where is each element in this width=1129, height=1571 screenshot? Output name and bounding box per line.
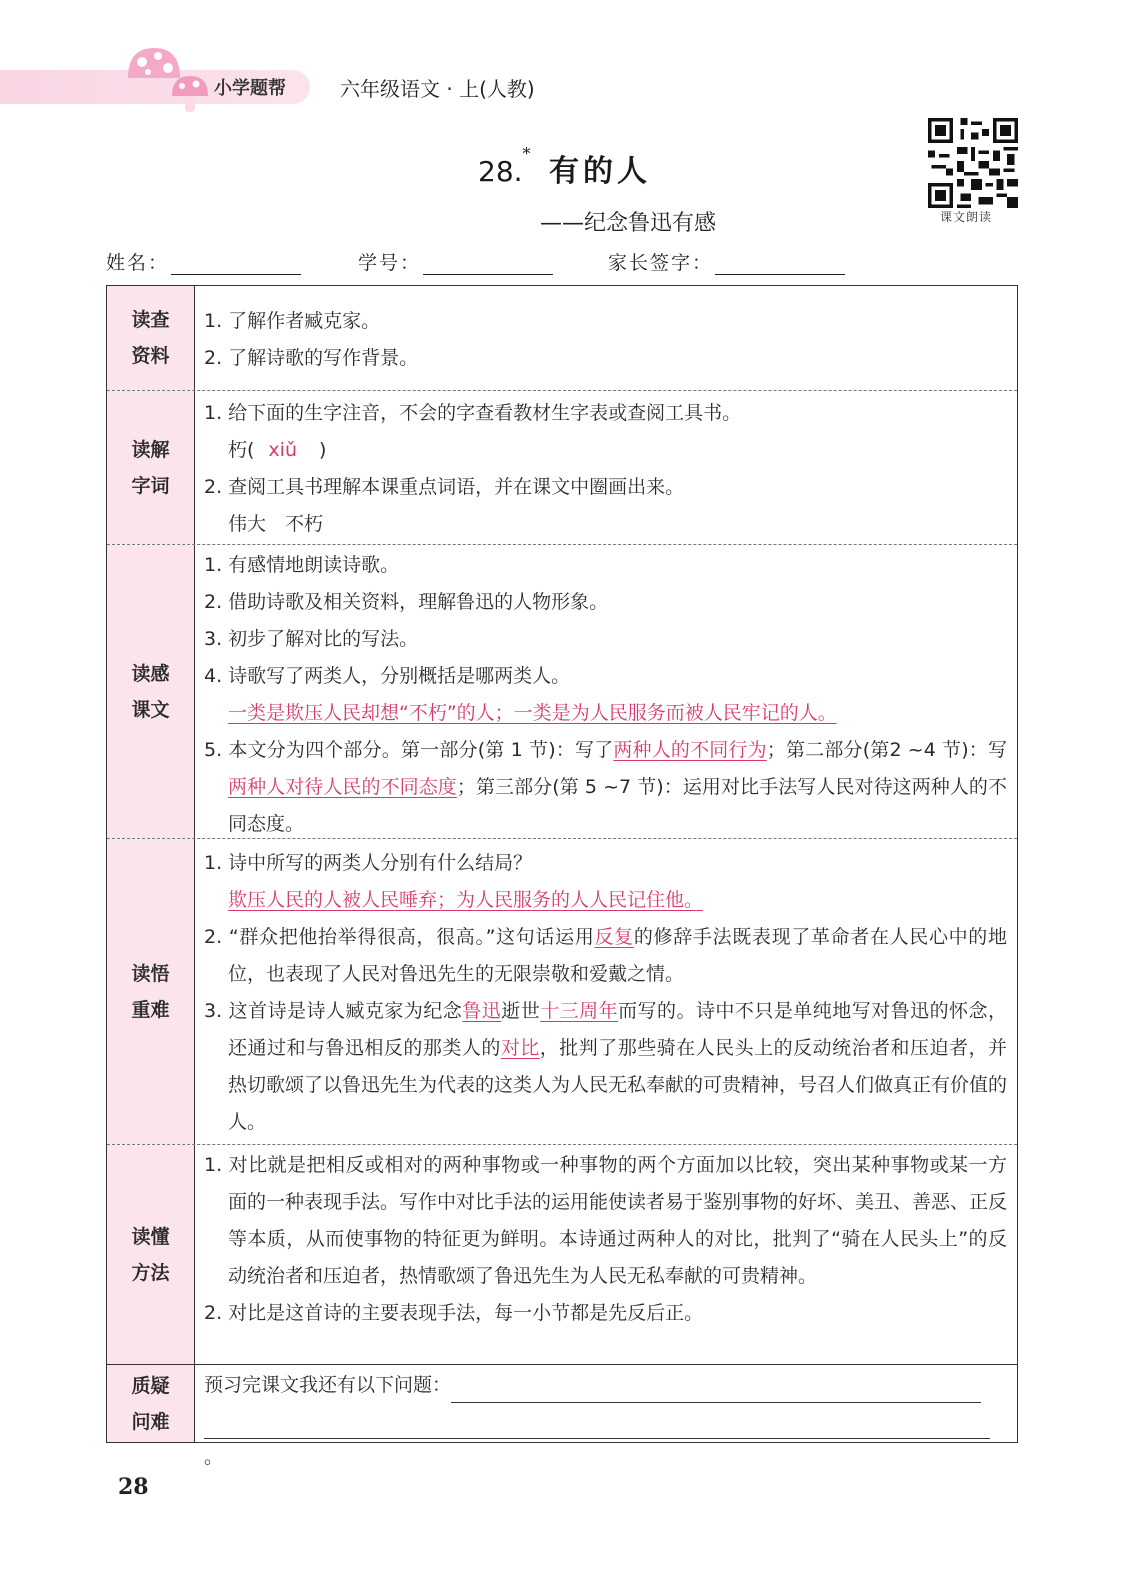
item-text: 2. “群众把他抬举得很高，很高。”这句话运用 bbox=[204, 926, 595, 948]
label-line-1: 读感 bbox=[131, 662, 170, 685]
label-line-2: 问难 bbox=[131, 1410, 170, 1433]
list-item bbox=[204, 732, 1007, 843]
list-item: 2. 借助诗歌及相关资料，理解鲁迅的人物形象。 bbox=[204, 591, 609, 613]
question-answer-line-2[interactable] bbox=[204, 1412, 990, 1439]
section-body bbox=[204, 395, 1007, 543]
item-text: ；第三部分(第 5 ~7 节)：运用对比手法写人民对待这两种人的不同态度。 bbox=[228, 776, 1007, 835]
label-line-2: 方法 bbox=[131, 1261, 170, 1284]
name-field[interactable] bbox=[106, 248, 301, 275]
question-end-mark: 。 bbox=[204, 1446, 224, 1468]
parent-signature-label: 家长签字： bbox=[608, 252, 714, 274]
question-prompt: 预习完课文我还有以下问题： bbox=[204, 1374, 452, 1396]
book-title: 六年级语文 · 上(人教) bbox=[340, 77, 535, 101]
list-item: 2. 对比是这首诗的主要表现手法，每一小节都是先反后正。 bbox=[204, 1302, 704, 1324]
answer-text: 两种人对待人民的不同态度 bbox=[228, 776, 457, 798]
student-id-label: 学号： bbox=[358, 252, 422, 274]
pinyin-answer: xiǔ bbox=[268, 439, 297, 461]
section-method bbox=[107, 1145, 1017, 1365]
name-label: 姓名： bbox=[106, 252, 170, 274]
answer-text: 一类是欺压人民却想“不朽”的人；一类是为人民服务而被人民牢记的人。 bbox=[228, 702, 837, 724]
label-line-1: 读解 bbox=[131, 438, 170, 461]
item-text: 逝世 bbox=[501, 1000, 541, 1022]
item-text: ，批判了那些骑在人民头上的反动统治者和压迫者，并热切歌颂了以鲁迅先生为代表的这类人为人民无私奉献的可贵精神，号召人们做真正有价值的人。 bbox=[228, 1037, 1008, 1133]
question-second-line bbox=[204, 1403, 1007, 1475]
name-line[interactable] bbox=[171, 256, 301, 275]
label-line-2: 字词 bbox=[131, 474, 170, 497]
answer-text: 十三周年 bbox=[540, 1000, 619, 1022]
item-text: 而写的。诗中不只是单纯地写对鲁迅的怀念，还通过和与鲁迅相反的那类人的 bbox=[228, 1000, 1007, 1059]
list-item: 4. 诗歌写了两类人，分别概括是哪两类人。 bbox=[204, 665, 571, 687]
item-text: 的修辞手法既表现了革命者在人民心中的地位，也表现了人民对鲁迅先生的无限崇敬和爱戴之情。 bbox=[228, 926, 1007, 985]
answer-text: 两种人的不同行为 bbox=[613, 739, 767, 761]
char-close: ) bbox=[319, 439, 327, 461]
item-text: ；第二部分(第2 ~4 节)：写 bbox=[766, 739, 1007, 761]
mushroom-logo-icon bbox=[122, 44, 212, 114]
label-line-1: 质疑 bbox=[131, 1374, 170, 1397]
lesson-subtitle: ——纪念鲁迅有感 bbox=[540, 211, 717, 236]
list-item: 1. 有感情地朗读诗歌。 bbox=[204, 554, 400, 576]
lesson-star: * bbox=[522, 144, 535, 163]
list-item: 1. 了解作者臧克家。 bbox=[204, 310, 381, 332]
qr-label: 课文朗读 bbox=[940, 210, 993, 224]
section-body bbox=[204, 303, 1007, 377]
list-item: 3. 初步了解对比的写法。 bbox=[204, 628, 419, 650]
section-research bbox=[107, 286, 1017, 391]
section-label bbox=[107, 286, 195, 390]
answer-text: 鲁迅 bbox=[462, 1000, 502, 1022]
section-body bbox=[204, 547, 1007, 843]
lesson-title-text: 有的人 bbox=[548, 154, 651, 189]
section-words bbox=[107, 391, 1017, 545]
label-line-2: 重难 bbox=[131, 998, 170, 1021]
section-key-points bbox=[107, 839, 1017, 1145]
label-line-2: 课文 bbox=[131, 698, 170, 721]
parent-signature-field[interactable] bbox=[608, 248, 845, 275]
list-item: 1. 给下面的生字注音，不会的字查看教材生字表或查阅工具书。 bbox=[204, 402, 742, 424]
label-line-1: 读悟 bbox=[131, 962, 170, 985]
label-line-1: 读懂 bbox=[131, 1225, 170, 1248]
section-label bbox=[107, 1145, 195, 1364]
answer-text: 反复 bbox=[594, 926, 634, 948]
parent-signature-line[interactable] bbox=[715, 256, 845, 275]
answer-text: 对比 bbox=[500, 1037, 540, 1059]
student-id-field[interactable] bbox=[358, 248, 553, 275]
section-body bbox=[204, 1367, 1007, 1475]
student-id-line[interactable] bbox=[423, 256, 553, 275]
section-label bbox=[107, 839, 195, 1144]
section-body bbox=[204, 845, 1007, 1141]
list-item bbox=[204, 993, 1007, 1141]
brand-name: 小学题帮 bbox=[214, 78, 286, 99]
answer-line bbox=[204, 695, 1007, 732]
answer-line bbox=[204, 882, 1007, 919]
pinyin-exercise bbox=[204, 432, 1007, 469]
list-item: 2. 了解诗歌的写作背景。 bbox=[204, 347, 419, 369]
answer-text: 欺压人民的人被人民唾弃；为人民服务的人人民记住他。 bbox=[228, 889, 704, 911]
list-item: 1. 诗中所写的两类人分别有什么结局？ bbox=[204, 852, 533, 874]
label-line-1: 读查 bbox=[131, 309, 170, 331]
worksheet-table bbox=[106, 285, 1018, 1468]
list-item: 2. 查阅工具书理解本课重点词语，并在课文中圈画出来。 bbox=[204, 476, 685, 498]
list-item bbox=[204, 919, 1007, 993]
section-label bbox=[107, 1365, 195, 1442]
page-number: 28 bbox=[118, 1474, 149, 1500]
section-label bbox=[107, 545, 195, 838]
section-reading bbox=[107, 545, 1017, 839]
section-questions bbox=[107, 1365, 1017, 1468]
key-words: 伟大 不朽 bbox=[228, 513, 324, 535]
list-item: 1. 对比就是把相反或相对的两种事物或一种事物的两个方面加以比较，突出某种事物或某一方面的一种表现手法。写作中对比手法的运用能使读者易于鉴别事物的好坏、美丑、善恶、正反等本质，从而使事物的特征更为鲜明。本诗通过两种人的对比，批判了“骑在人民头上”的反动统治者和压迫者，热情歌颂了鲁迅先生为人民无私奉献的可贵精神。 bbox=[204, 1154, 1008, 1287]
qr-code-icon[interactable] bbox=[928, 118, 1018, 208]
question-answer-line-1[interactable] bbox=[451, 1376, 981, 1403]
label-line-2: 资料 bbox=[131, 345, 170, 367]
question-prompt-line bbox=[204, 1367, 1007, 1403]
section-label bbox=[107, 391, 195, 544]
char-text: 朽( bbox=[228, 439, 255, 461]
item-text: 3. 这首诗是诗人臧克家为纪念 bbox=[204, 1000, 463, 1022]
section-body bbox=[204, 1147, 1007, 1332]
item-text: 5. 本文分为四个部分。第一部分(第 1 节)：写了 bbox=[204, 739, 614, 761]
lesson-number: 28. bbox=[478, 155, 523, 188]
